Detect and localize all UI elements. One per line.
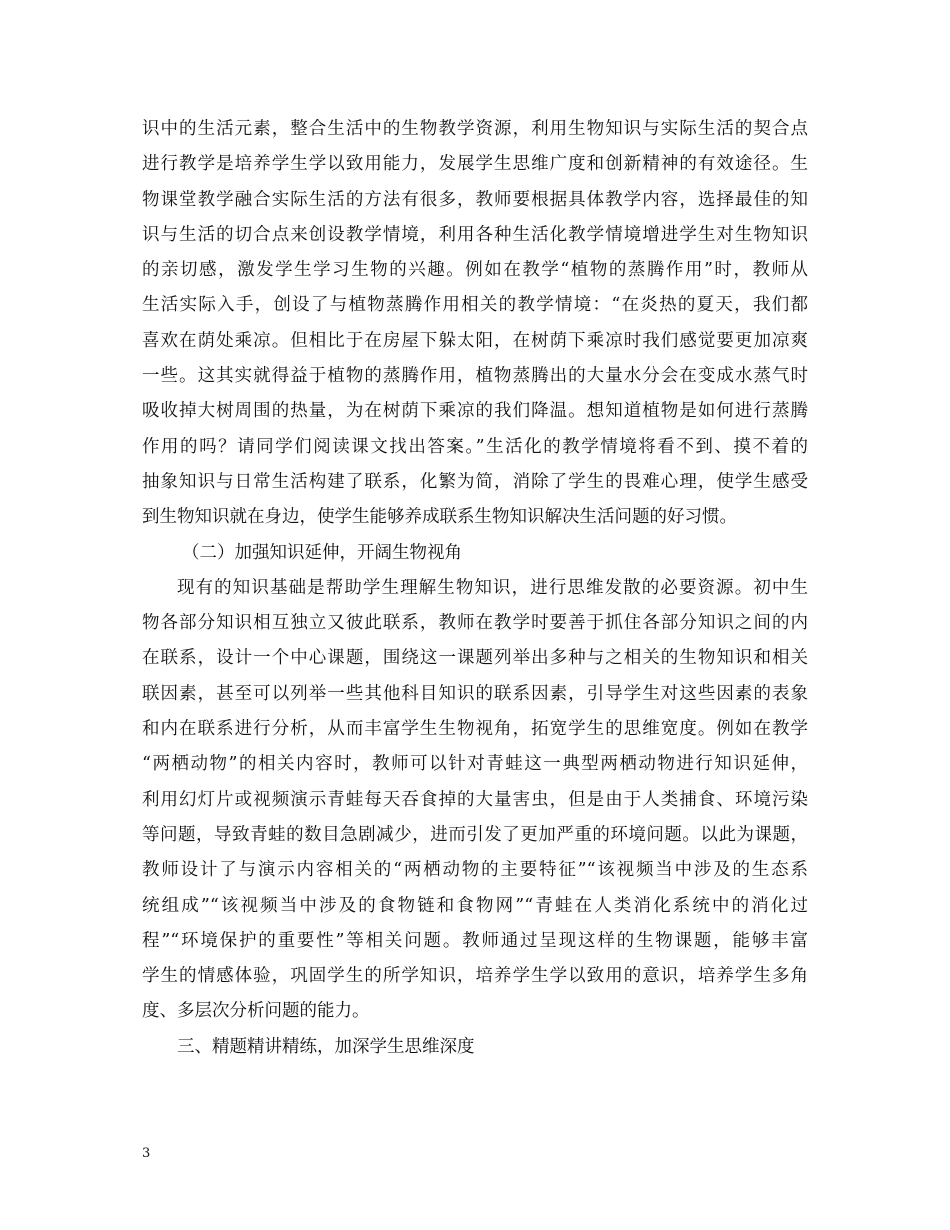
paragraph-line: 教师设计了与演示内容相关的“两栖动物的主要特征”“该视频当中涉及的生态系 [142,860,808,881]
section-heading: （二）加强知识延伸，开阔生物视角 [182,542,462,563]
paragraph-line: 学生的情感体验，巩固学生的所学知识，培养学生学以致用的意识，培养学生多角 [142,966,808,987]
paragraph-line: 统组成”“该视频当中涉及的食物链和食物网”“青蛙在人类消化系统中的消化过 [142,895,808,916]
paragraph-line: 现有的知识基础是帮助学生理解生物知识，进行思维发散的必要资源。初中生 [177,577,808,598]
paragraph-line: 喜欢在荫处乘凉。但相比于在房屋下躲太阳，在树荫下乘凉时我们感觉要更加凉爽 [142,330,808,351]
paragraph-line: 到生物知识就在身边，使学生能够养成联系生物知识解决生活问题的好习惯。 [142,507,737,528]
paragraph-line: “两栖动物”的相关内容时，教师可以针对青蛙这一典型两栖动物进行知识延伸， [142,754,808,775]
paragraph-line: 识中的生活元素，整合生活中的生物教学资源，利用生物知识与实际生活的契合点 [142,119,808,139]
paragraph-line: 进行教学是培养学生学以致用能力，发展学生思维广度和创新精神的有效途径。生 [142,154,808,175]
paragraph-line: 和内在联系进行分析，从而丰富学生生物视角，拓宽学生的思维宽度。例如在教学 [142,719,808,740]
paragraph-line: 利用幻灯片或视频演示青蛙每天吞食掉的大量害虫，但是由于人类捕食、环境污染 [142,789,808,810]
paragraph-line: 在联系，设计一个中心课题，围绕这一课题列举出多种与之相关的生物知识和相关 [142,648,808,669]
section-heading: 三、精题精讲精练，加深学生思维深度 [177,1036,475,1057]
paragraph-line: 等问题，导致青蛙的数目急剧减少，进而引发了更加严重的环境问题。以此为课题， [142,824,808,845]
body-text [142,112,808,1065]
paragraph-line: 吸收掉大树周围的热量，为在树荫下乘凉的我们降温。想知道植物是如何进行蒸腾 [142,401,808,422]
paragraph-line: 抽象知识与日常生活构建了联系，化繁为简，消除了学生的畏难心理，使学生感受 [142,471,808,492]
paragraph-line: 作用的吗？请同学们阅读课文找出答案。”生活化的教学情境将看不到、摸不着的 [142,436,808,457]
page-number: 3 [142,1146,151,1161]
paragraph-line: 联因素，甚至可以列举一些其他科目知识的联系因素，引导学生对这些因素的表象 [142,683,808,704]
paragraph-line: 的亲切感，激发学生学习生物的兴趣。例如在教学“植物的蒸腾作用”时，教师从 [142,260,808,281]
paragraph-line: 识与生活的切合点来创设教学情境，利用各种生活化教学情境增进学生对生物知识 [142,224,808,245]
paragraph-line: 程”“环境保护的重要性”等相关问题。教师通过呈现这样的生物课题，能够丰富 [142,930,808,951]
paragraph-line: 一些。这其实就得益于植物的蒸腾作用，植物蒸腾出的大量水分会在变成水蒸气时 [142,366,808,387]
paragraph-line: 物课堂教学融合实际生活的方法有很多，教师要根据具体教学内容，选择最佳的知 [142,189,808,210]
paragraph-line: 生活实际入手，创设了与植物蒸腾作用相关的教学情境：“在炎热的夏天，我们都 [142,295,808,316]
paragraph-line: 物各部分知识相互独立又彼此联系，教师在教学时要善于抓住各部分知识之间的内 [142,613,808,634]
paragraph-line: 度、多层次分析问题的能力。 [142,1001,370,1022]
